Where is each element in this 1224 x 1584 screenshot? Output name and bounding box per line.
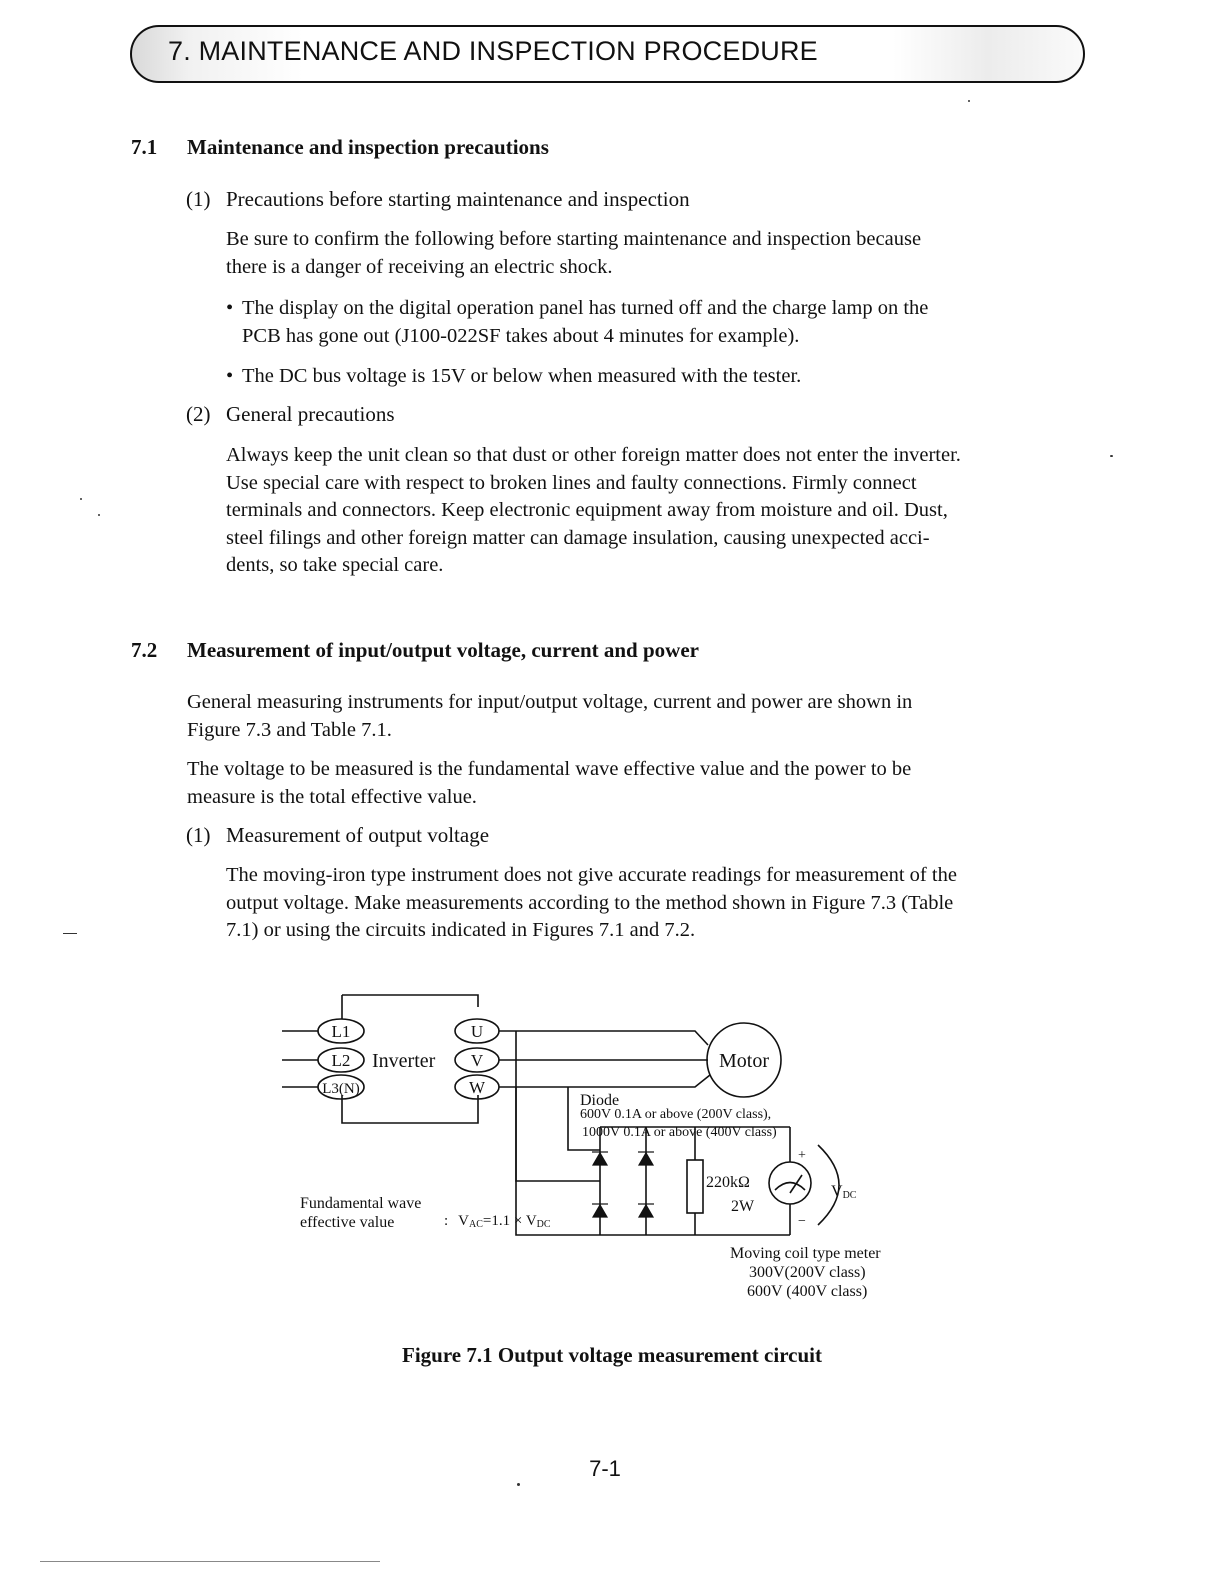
text-line: General measuring instruments for input/output voltage, current and power are shown in [187,691,913,713]
formula-mid: =1.1 × V [482,1213,537,1229]
text-line: Use special care with respect to broken lines and faulty connections. Firmly connect [226,471,917,494]
scan-speck [98,514,100,516]
item-title: Measurement of output voltage [226,823,490,847]
label-resistor-power: 2W [731,1198,755,1215]
bullet-mark: • [226,297,234,319]
label-meter-type: Moving coil type meter [730,1245,881,1262]
scan-speck [1110,455,1113,457]
section-title: Maintenance and inspection precautions [187,135,549,159]
label-inverter: Inverter [372,1050,436,1072]
meter-scale-arc [775,1183,805,1191]
output-line-w [499,1075,710,1087]
vdc-subscript: DC [842,1190,857,1201]
text-line: The voltage to be measured is the fundamental wave effective value and the power to be [187,758,912,780]
text-line: output voltage. Make measurements according to the method shown in Figure 7.3 (Table [226,891,954,914]
label-formula [444,1213,551,1230]
label-minus: − [798,1214,806,1229]
output-line-u [499,1031,708,1045]
general-precautions-text [226,442,1126,580]
text-line: PCB has gone out (J100-022SF takes about 4 minutes for example). [242,324,800,347]
text-line: steel filings and other foreign matter can damage insulation, causing unexpected acci- [226,526,930,549]
section-number: 7.2 [131,638,158,662]
section-number: 7.1 [131,135,158,159]
formula-v: V [458,1213,470,1229]
precaution-intro [226,226,1126,281]
scan-edge-line [40,1561,380,1562]
text-line: The moving-iron type instrument does not give accurate readings for measurement of the [226,864,957,886]
label-diode-spec-400v: 1000V 0.1A or above (400V class) [582,1125,777,1140]
bullet-item [226,363,1126,393]
label-meter-200v: 300V(200V class) [749,1264,866,1281]
label-diode: Diode [580,1092,620,1109]
text-line: terminals and connectors. Keep electronic equipment away from moisture and oil. Dust, [226,499,948,521]
bullet-mark: • [226,365,234,387]
output-voltage-circuit-diagram [270,985,950,1315]
text-line: there is a danger of receiving an electric shock. [226,255,613,278]
scan-speck [517,1483,520,1486]
text-line: The display on the digital operation panel has turned off and the charge lamp on the [242,297,929,319]
label-vdc [831,1183,857,1201]
chapter-title: 7. MAINTENANCE AND INSPECTION PROCEDURE [168,36,818,66]
item-title: General precautions [226,402,395,426]
text-line: 7.1) or using the circuits indicated in Figures 7.1 and 7.2. [226,919,696,941]
text-line: Always keep the unit clean so that dust or other foreign matter does not enter the inverter. [226,444,961,466]
vdc-symbol: V [831,1183,843,1200]
diode-symbol [593,1153,607,1165]
item-title: Precautions before starting maintenance and inspection [226,187,690,211]
chapter-banner [130,25,1085,83]
figure-caption: Figure 7.1 Output voltage measurement circuit [402,1343,822,1367]
item-number: (1) [186,187,211,211]
label-l3: L3(N) [322,1081,360,1097]
formula-dc: DC [536,1219,551,1230]
label-l2: L2 [331,1051,351,1070]
label-fundamental-wave: Fundamental wave [300,1195,422,1212]
label-v: V [470,1051,484,1070]
bullet-item [226,295,1126,355]
section-title: Measurement of input/output voltage, current and power [187,638,699,662]
resistor-symbol [687,1160,703,1213]
bullet-text [242,295,928,350]
bullet-text: The DC bus voltage is 15V or below when measured with the tester. [242,365,802,387]
text-line: Be sure to confirm the following before starting maintenance and inspection because [226,228,922,250]
label-plus: + [798,1148,806,1163]
measuring-instruments-text [187,689,1127,744]
output-voltage-text [226,862,1126,945]
formula-colon: : [444,1213,449,1229]
diode-symbol [639,1153,653,1165]
formula-ac: AC [469,1219,483,1230]
text-line: Figure 7.3 and Table 7.1. [187,718,392,741]
scan-speck [968,100,970,102]
meter-needle [790,1175,802,1193]
label-l1: L1 [331,1022,351,1041]
label-motor: Motor [719,1050,769,1072]
voltage-measured-text [187,756,1127,811]
label-u: U [470,1022,484,1041]
diode-symbol [639,1205,653,1217]
scan-speck [63,933,77,934]
page-number: 7-1 [589,1456,621,1481]
diode-symbol [593,1205,607,1217]
label-w: W [468,1078,486,1097]
item-number: (1) [186,823,211,847]
text-line: dents, so take special care. [226,554,444,576]
label-effective-value: effective value [300,1214,395,1231]
label-resistor-value: 220kΩ [706,1174,750,1191]
scan-speck [80,498,82,500]
label-diode-spec-200v: 600V 0.1A or above (200V class), [580,1107,772,1122]
text-line: measure is the total effective value. [187,785,477,808]
item-number: (2) [186,402,211,426]
label-meter-400v: 600V (400V class) [747,1283,868,1300]
